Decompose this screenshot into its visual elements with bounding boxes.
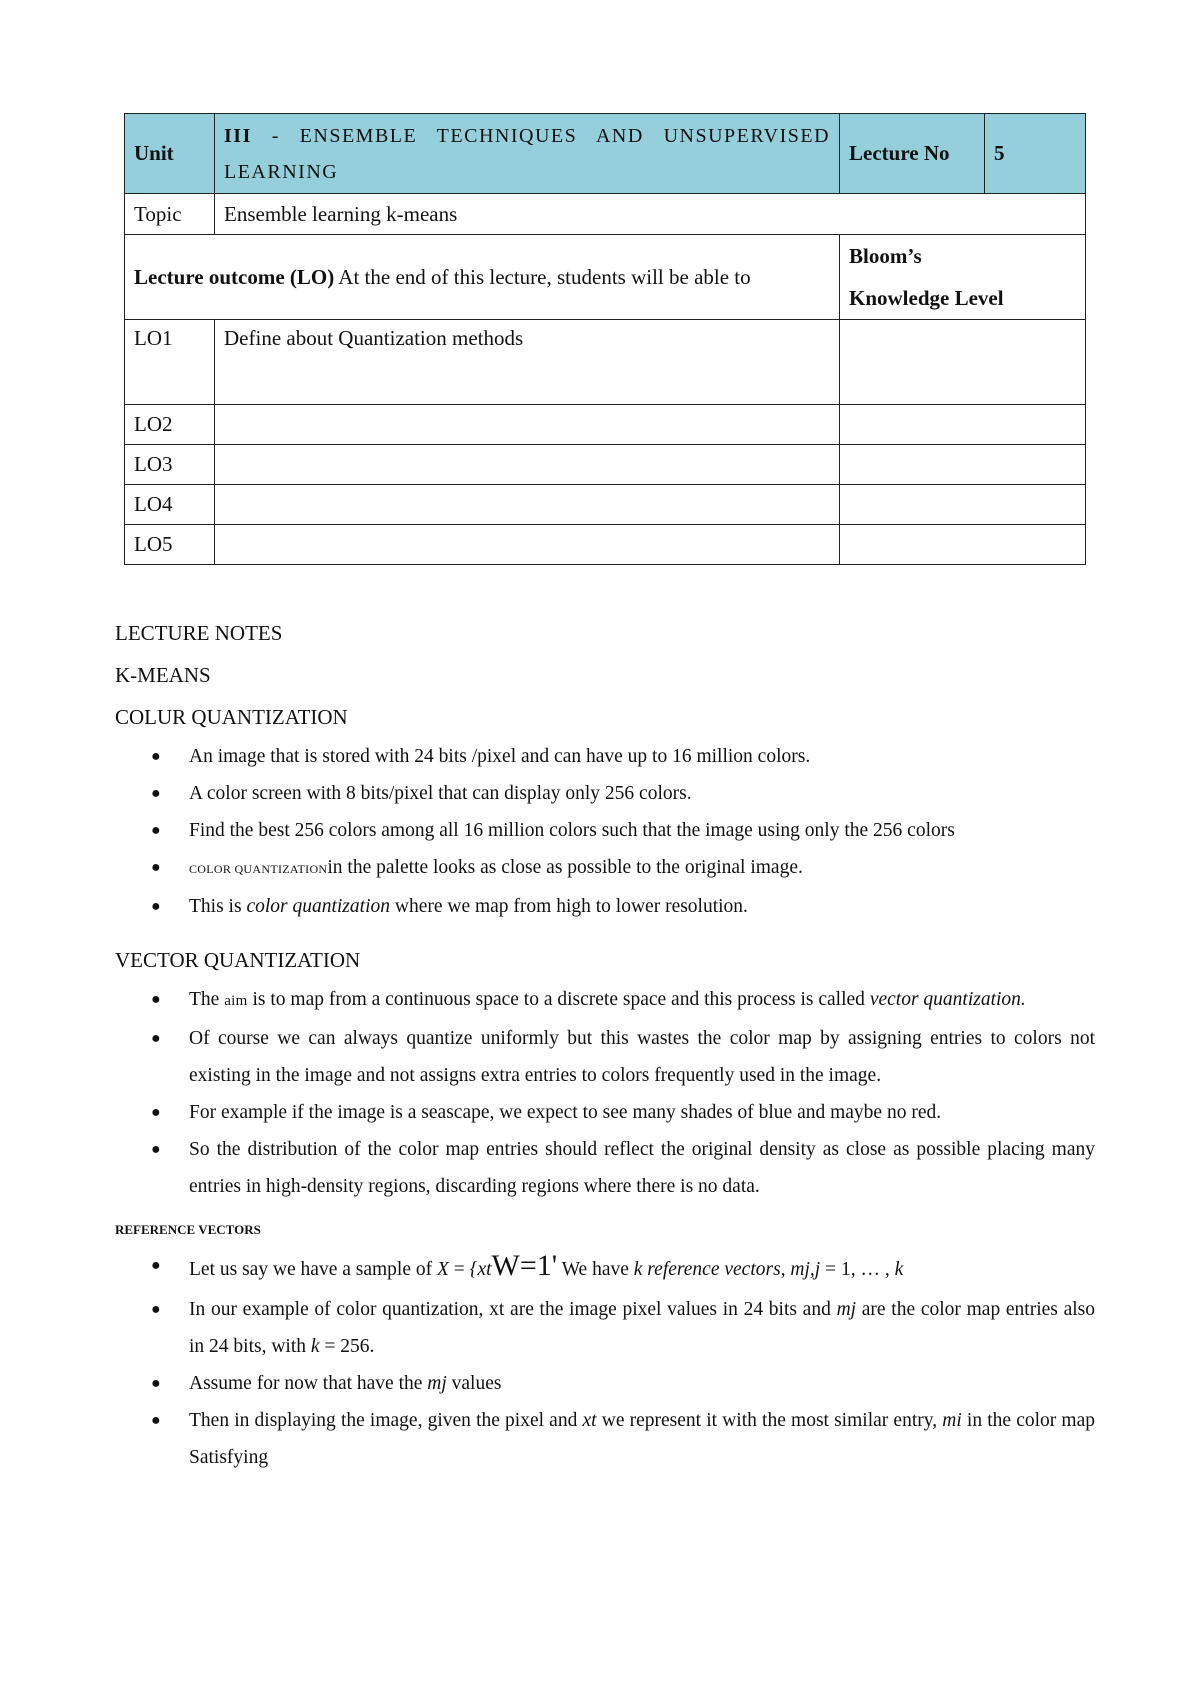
list-item — [115, 1245, 1095, 1291]
list-item-text: In our example of color quantization, — [189, 1299, 490, 1320]
list-item — [115, 1094, 1095, 1131]
blooms-line-1: Bloom’s — [849, 244, 922, 268]
outcome-level — [840, 405, 1086, 445]
lecture-outcome-heading — [125, 235, 840, 320]
math-mj: mj — [836, 1299, 857, 1320]
list-item-text: where we map from high to lower resolution. — [389, 896, 748, 917]
header-row — [125, 114, 1086, 194]
notes-title: LECTURE NOTES — [115, 621, 283, 645]
list-item-text: = 1, … , — [820, 1259, 895, 1280]
list-item-text: is to map from a continuous space to a discrete space and this process is called — [247, 989, 870, 1010]
list-item-text: in the color map Satisfying — [189, 1410, 1095, 1468]
topic-value: Ensemble learning k-means — [215, 194, 1086, 235]
unit-title-cell — [215, 114, 840, 194]
outcome-id: LO1 — [125, 320, 215, 405]
list-item-text: A color screen with 8 bits/pixel that can display only 256 colors. — [189, 783, 692, 804]
outcome-text — [215, 525, 840, 565]
outcome-text — [215, 445, 840, 485]
bullet-icon: ● — [151, 859, 161, 876]
bullet-icon: ● — [151, 898, 161, 915]
list-item — [115, 1131, 1095, 1205]
math-w: W=1' — [491, 1249, 558, 1282]
list-item-text: Find the best 256 colors among all 16 million colors such that the image using only the 256 colors — [189, 820, 955, 841]
outcome-id: LO2 — [125, 405, 215, 445]
aim-word: aim — [224, 993, 248, 1009]
outcome-text — [215, 485, 840, 525]
list-item — [115, 1020, 1095, 1094]
list-item-text: Assume for now that have the — [189, 1373, 428, 1394]
math-k-reference: k reference vectors, mj,j — [633, 1259, 821, 1280]
bullet-icon: ● — [151, 785, 161, 802]
list-item-text: An image that is stored with 24 bits /pixel and can have up to 16 million colors. — [189, 746, 811, 767]
unit-title: - ENSEMBLE TECHNIQUES AND UNSUPERVISED LEARNING — [224, 124, 831, 183]
vector-quantization-list — [115, 981, 1095, 1205]
lecture-notes-content — [115, 612, 1095, 1476]
list-item-text: in the palette looks as close as possible to the original image. — [327, 857, 803, 878]
list-item — [115, 981, 1095, 1020]
list-item-text: Then in displaying the image, given the pixel and — [189, 1410, 583, 1431]
list-item-text: The — [189, 989, 225, 1010]
list-item-text: are the image pixel values in 24 bits and — [504, 1299, 837, 1320]
blooms-level-heading — [840, 235, 1086, 320]
outcome-id: LO3 — [125, 445, 215, 485]
topic-label: Topic — [125, 194, 215, 235]
outcome-row — [125, 405, 1086, 445]
colour-quantization-heading: COLUR QUANTIZATION — [115, 705, 348, 729]
list-item — [115, 1291, 1095, 1365]
bullet-icon: ● — [151, 822, 161, 839]
math-xt: xt — [582, 1410, 597, 1431]
notes-subtitle: K-MEANS — [115, 663, 211, 687]
bullet-icon: ● — [151, 1141, 161, 1158]
unit-label: Unit — [125, 114, 215, 194]
outcome-id: LO5 — [125, 525, 215, 565]
bullet-icon: ● — [151, 991, 161, 1008]
outcome-text: Define about Quantization methods — [215, 320, 840, 405]
list-item — [115, 812, 1095, 849]
outcome-id: LO4 — [125, 485, 215, 525]
outcome-level — [840, 525, 1086, 565]
bullet-icon: ● — [151, 1412, 161, 1429]
bullet-icon: ● — [151, 1375, 161, 1392]
list-item-text: This is — [189, 896, 247, 917]
outcome-row — [125, 485, 1086, 525]
color-quantization-caps: COLOR QUANTIZATION — [189, 862, 328, 876]
reference-vectors-heading: REFERENCE VECTORS — [115, 1222, 261, 1237]
colour-quantization-list — [115, 738, 1095, 925]
math-k: k — [894, 1259, 904, 1280]
lecture-header-table — [124, 113, 1086, 565]
list-item — [115, 1365, 1095, 1402]
lo-heading: Lecture outcome (LO) — [134, 264, 335, 289]
list-item-text: values — [446, 1373, 502, 1394]
list-item-text: Of course we can always quantize uniformly but this wastes the color map by assigning entries to colors not existing in the image and not assigns extra entries to colors frequently used in the image. — [189, 1028, 1095, 1086]
list-item — [115, 1402, 1095, 1476]
list-item-text: = 256. — [319, 1336, 375, 1357]
list-item — [115, 738, 1095, 775]
list-item-text: are the color map entries also in 24 bits, with — [189, 1299, 1096, 1357]
math-xt: {xt — [469, 1259, 492, 1280]
lecture-no-label: Lecture No — [840, 114, 985, 194]
list-item-text: For example if the image is a seascape, we expect to see many shades of blue and maybe no red. — [189, 1102, 942, 1123]
lecture-outcome-heading-row — [125, 235, 1086, 320]
outcome-text — [215, 405, 840, 445]
bullet-icon: ● — [151, 1104, 161, 1121]
topic-row — [125, 194, 1086, 235]
list-item-text: we represent it with the most similar entry, — [596, 1410, 943, 1431]
vector-quantization-term: vector quantization. — [869, 989, 1026, 1010]
lo-intro: At the end of this lecture, students will be able to — [334, 264, 751, 289]
outcome-row — [125, 525, 1086, 565]
outcome-level — [840, 485, 1086, 525]
outcome-row — [125, 320, 1086, 405]
list-item-text: Let us say we have a sample of — [189, 1259, 437, 1280]
bullet-icon: ● — [151, 1030, 161, 1047]
list-item — [115, 849, 1095, 888]
blooms-line-2: Knowledge Level — [849, 286, 1004, 310]
reference-vectors-list — [115, 1245, 1095, 1476]
list-item-text: We have — [557, 1259, 634, 1280]
vector-quantization-heading: VECTOR QUANTIZATION — [115, 948, 361, 972]
bullet-icon: ● — [151, 1257, 161, 1274]
math-xt: xt — [489, 1299, 505, 1320]
list-item — [115, 888, 1095, 925]
bullet-icon: ● — [151, 748, 161, 765]
color-quantization-term: color quantization — [246, 896, 390, 917]
outcome-level — [840, 320, 1086, 405]
math-x: X — [437, 1259, 449, 1280]
unit-number: III — [224, 124, 252, 147]
math-mi: mi — [942, 1410, 962, 1431]
outcome-level — [840, 445, 1086, 485]
math-eq: = — [448, 1259, 470, 1280]
math-k: k — [310, 1336, 320, 1357]
outcome-row — [125, 445, 1086, 485]
list-item — [115, 775, 1095, 812]
lecture-no-value: 5 — [985, 114, 1086, 194]
math-mj: mj — [427, 1373, 447, 1394]
bullet-icon: ● — [151, 1301, 161, 1318]
list-item-text: So the distribution of the color map entries should reflect the original density as close as possible placing many entries in high-density regions, discarding regions where there is no data. — [189, 1139, 1095, 1197]
